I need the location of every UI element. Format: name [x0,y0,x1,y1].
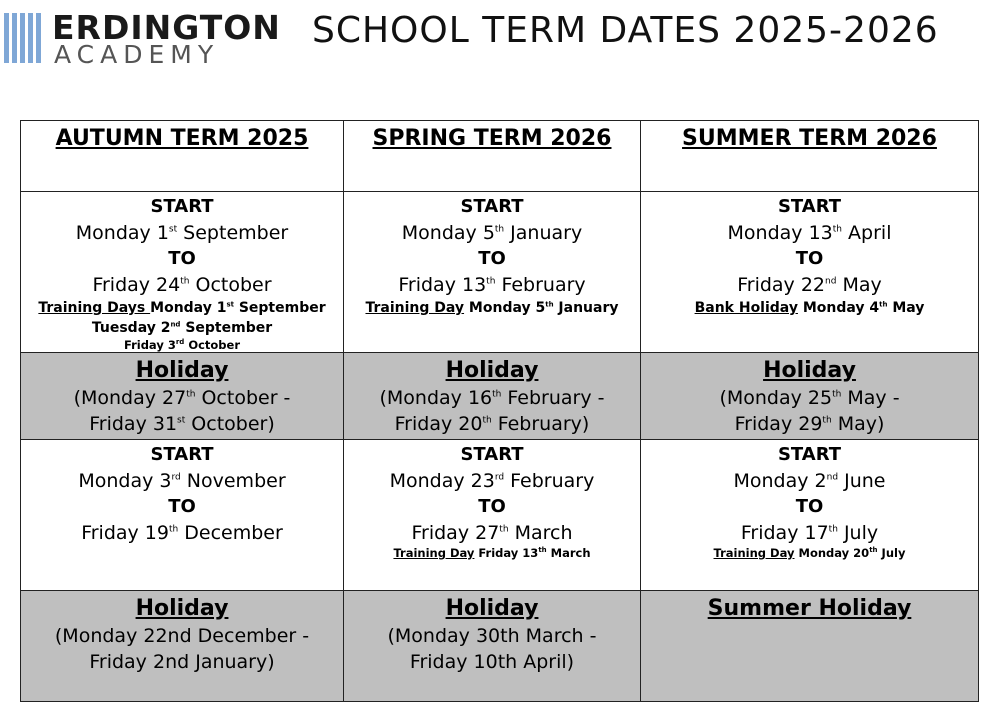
holiday-range-end: Friday 31st October) [89,413,275,435]
training-day-note: Training Day Monday 20th July [713,546,906,560]
spring-second-half-cell [344,440,641,591]
to-label: TO [795,248,824,269]
autumn-half-term-holiday-cell [21,353,344,440]
academy-logo [4,8,286,69]
term-row-second-half [21,440,979,591]
autumn-second-half-cell [21,440,344,591]
start-date: Monday 5th January [401,222,583,244]
to-label: TO [478,248,506,269]
column-header-summer: SUMMER TERM 2026 [682,126,937,151]
summer-first-half-cell [641,192,979,353]
holiday-title: Holiday [763,358,856,383]
holiday-range-end: Friday 10th April) [409,651,575,673]
column-header-spring: SPRING TERM 2026 [372,126,612,151]
holiday-range-start: (Monday 27th October - [73,387,291,409]
column-header-autumn: AUTUMN TERM 2025 [55,126,309,151]
header [0,0,990,110]
to-label: TO [795,496,824,517]
start-label: START [777,444,842,465]
start-label: START [150,444,214,465]
page-title: SCHOOL TERM DATES 2025-2026 [312,10,939,51]
training-day-note-3: Friday 3rd October [123,338,241,352]
start-date: Monday 3rd November [78,470,286,492]
holiday-range-end: Friday 20th February) [394,413,590,435]
term-row-first-half [21,192,979,353]
bank-holiday-note: Bank Holiday Monday 4th May [694,300,925,316]
holiday-title: Holiday [135,358,229,383]
holiday-title: Summer Holiday [707,596,912,621]
holiday-title: Holiday [135,596,229,621]
holiday-range-start: (Monday 16th February - [379,387,605,409]
start-date: Monday 2nd June [733,470,886,492]
end-date: Friday 19th December [81,522,283,544]
holiday-title: Holiday [445,358,539,383]
end-date: Friday 17th July [740,522,879,544]
holiday-range-end: Friday 2nd January) [89,651,275,673]
logo-bars-icon [4,13,48,63]
to-label: TO [168,248,196,269]
to-label: TO [168,496,196,517]
holiday-range-end: Friday 29th May) [734,413,885,435]
start-label: START [460,444,524,465]
table-header-row [21,121,979,192]
holiday-range-start: (Monday 30th March - [387,625,597,647]
start-label: START [460,196,524,217]
training-day-note: Training Day Friday 13th March [393,546,591,560]
start-label: START [150,196,214,217]
header-cell-autumn [21,121,344,192]
end-date: Friday 27th March [411,522,573,544]
holiday-row-2 [21,591,979,702]
end-date: Friday 13th February [398,274,586,296]
end-date: Friday 24th October [92,274,272,296]
easter-holiday-cell [344,591,641,702]
holiday-range-start: (Monday 25th May - [719,387,900,409]
holiday-title: Holiday [445,596,539,621]
end-date: Friday 22nd May [737,274,882,296]
training-day-note-2: Tuesday 2nd September [91,320,273,336]
summer-second-half-cell [641,440,979,591]
start-date: Monday 1st September [75,222,289,244]
header-cell-spring [344,121,641,192]
header-cell-summer [641,121,979,192]
christmas-holiday-cell [21,591,344,702]
autumn-first-half-cell [21,192,344,353]
holiday-range-start: (Monday 22nd December - [54,625,310,647]
start-date: Monday 23rd February [389,470,595,492]
start-date: Monday 13th April [727,222,892,244]
spring-first-half-cell [344,192,641,353]
logo-subtitle: ACADEMY [54,40,220,69]
summer-holiday-cell [641,591,979,702]
to-label: TO [478,496,506,517]
logo-name: ERDINGTON [52,8,281,47]
summer-half-term-holiday-cell [641,353,979,440]
training-days-note: Training Days Monday 1st September [38,300,326,316]
holiday-row-1 [21,353,979,440]
start-label: START [777,196,842,217]
training-day-note: Training Day Monday 5th January [365,300,619,316]
term-dates-table [20,120,979,702]
spring-half-term-holiday-cell [344,353,641,440]
